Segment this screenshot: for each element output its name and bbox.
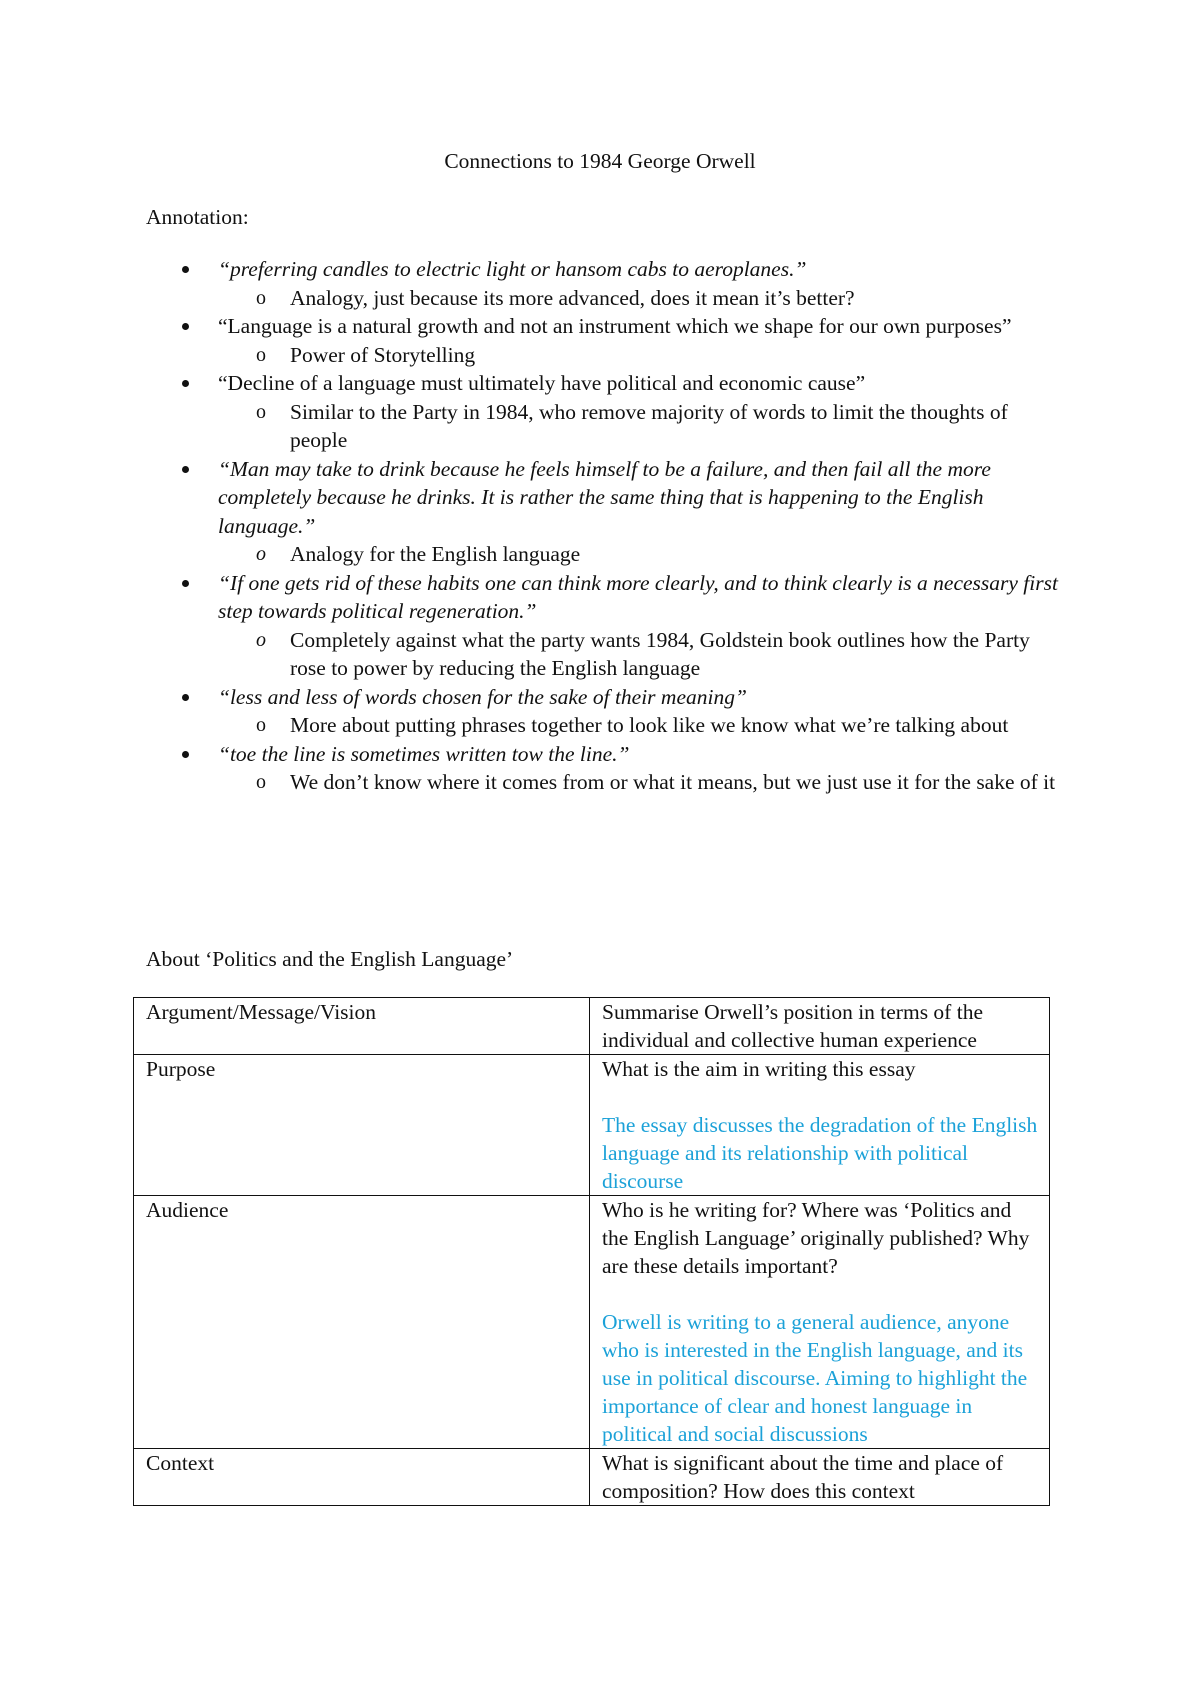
row-label: Purpose xyxy=(134,1055,590,1196)
annotation-item xyxy=(146,255,1066,284)
annotation-note xyxy=(146,284,1066,313)
bullet-icon xyxy=(182,751,189,758)
annotation-note xyxy=(146,341,1066,370)
bullet-icon xyxy=(182,694,189,701)
row-answer: Orwell is writing to a general audience, anyone who is interested in the English language, and its use in political discourse. Aiming to highlight the importance of clear and honest language in political and social discussions xyxy=(602,1310,1028,1446)
row-question: What is the aim in writing this essay xyxy=(602,1057,916,1081)
bullet-icon xyxy=(182,580,189,587)
row-question: Summarise Orwell’s position in terms of the individual and collective human experience xyxy=(602,1000,983,1052)
row-question: Who is he writing for? Where was ‘Politics and the English Language’ originally published? Why are these details important? xyxy=(602,1198,1030,1278)
annotation-note-text: More about putting phrases together to look like we know what we’re talking about xyxy=(290,713,1009,737)
annotation-note-text: Analogy for the English language xyxy=(290,542,581,566)
sub-bullet-marker: o xyxy=(256,628,266,651)
annotation-note xyxy=(146,540,1066,569)
annotation-note xyxy=(146,768,1066,797)
sub-bullet-marker: o xyxy=(256,343,266,366)
sub-bullet-marker: o xyxy=(256,543,266,565)
annotation-note xyxy=(146,711,1066,740)
annotation-label: Annotation: xyxy=(146,205,249,229)
annotation-quote: “Man may take to drink because he feels himself to be a failure, and then fail all the more completely because he drinks. It is rather the same thing that is happening to the English language.” xyxy=(218,456,991,538)
bullet-icon xyxy=(182,323,189,330)
annotation-list xyxy=(146,255,1066,797)
bullet-icon xyxy=(182,266,189,273)
row-label: Audience xyxy=(134,1196,590,1449)
sub-bullet-marker: o xyxy=(256,286,266,309)
annotation-item xyxy=(146,312,1066,341)
table-row xyxy=(134,1449,1050,1506)
document-title: Connections to 1984 George Orwell xyxy=(444,149,756,173)
annotation-item xyxy=(146,455,1066,541)
annotation-item xyxy=(146,569,1066,626)
row-question: What is significant about the time and place of composition? How does this context xyxy=(602,1451,1004,1503)
annotation-quote: “less and less of words chosen for the sake of their meaning” xyxy=(218,684,747,709)
table-row xyxy=(134,1196,1050,1449)
row-label: Context xyxy=(134,1449,590,1506)
bullet-icon xyxy=(182,466,189,473)
annotation-note-text: Analogy, just because its more advanced, does it mean it’s better? xyxy=(290,285,855,310)
annotation-quote: “If one gets rid of these habits one can think more clearly, and to think clearly is a necessary first step towards political regeneration.” xyxy=(218,570,1058,623)
about-heading: About ‘Politics and the English Language’ xyxy=(146,947,514,971)
sub-bullet-marker: o xyxy=(256,400,266,423)
annotation-quote: “toe the line is sometimes written tow the line.” xyxy=(218,741,630,766)
annotation-item xyxy=(146,369,1066,398)
sub-bullet-marker: o xyxy=(256,771,266,793)
annotation-note-text: Similar to the Party in 1984, who remove majority of words to limit the thoughts of people xyxy=(290,399,1008,452)
annotation-quote: “Language is a natural growth and not an instrument which we shape for our own purposes” xyxy=(218,314,1012,338)
row-label: Argument/Message/Vision xyxy=(134,998,590,1055)
analysis-table xyxy=(133,997,1050,1506)
annotation-note-text: Completely against what the party wants 1984, Goldstein book outlines how the Party rose to power by reducing the English language xyxy=(290,627,1030,680)
row-answer: The essay discusses the degradation of the English language and its relationship with political discourse xyxy=(602,1113,1038,1193)
row-content xyxy=(590,998,1050,1055)
bullet-icon xyxy=(182,380,189,387)
row-content xyxy=(590,1196,1050,1449)
annotation-note xyxy=(146,626,1066,683)
annotation-item xyxy=(146,683,1066,712)
table-row xyxy=(134,1055,1050,1196)
annotation-note-text: Power of Storytelling xyxy=(290,342,476,367)
annotation-note xyxy=(146,398,1066,455)
annotation-quote: “preferring candles to electric light or hansom cabs to aeroplanes.” xyxy=(218,257,807,281)
row-content xyxy=(590,1449,1050,1506)
annotation-quote: “Decline of a language must ultimately have political and economic cause” xyxy=(218,371,866,395)
table-row xyxy=(134,998,1050,1055)
row-content xyxy=(590,1055,1050,1196)
sub-bullet-marker: o xyxy=(256,714,266,736)
annotation-note-text: We don’t know where it comes from or what it means, but we just use it for the sake of it xyxy=(290,770,1056,794)
annotation-item xyxy=(146,740,1066,769)
